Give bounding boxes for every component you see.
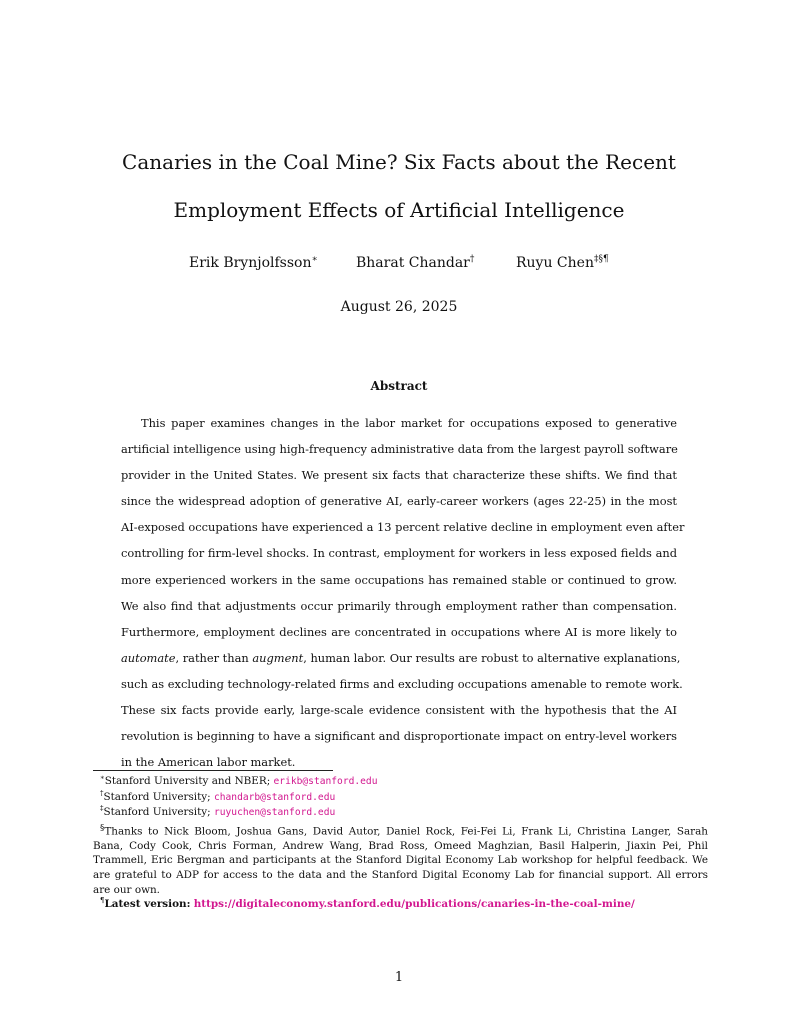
abstract-text: , human labor. Our results are robust to alternative explanations, [303,650,681,665]
abstract-line: AI-exposed occupations have experienced a 13 percent relative decline in employment even after [121,520,685,535]
footnote-line: Trammell, Eric Bergman and participants at the Stanford Digital Economy Lab workshop for helpful feedback. We [93,854,708,867]
abstract-line: Furthermore, employment declines are concentrated in occupations where AI is more likely to [121,624,677,639]
title-line-1: Canaries in the Coal Mine? Six Facts about the Recent [122,150,676,174]
abstract-body [121,410,685,775]
footnote-text: Thanks to Nick Bloom, Joshua Gans, David Autor, Daniel Rock, Fei-Fei Li, Frank Li, Christina Langer, Sarah [104,825,708,838]
footnote-5 [93,897,708,912]
footnote-mark: § [100,822,105,833]
author-name: Bharat Chandar [356,255,470,271]
footnotes [93,774,708,912]
footnote-text: Stanford University and NBER; [104,775,274,787]
footnote-divider [93,770,333,771]
footnote-mark: ∗ [100,773,105,782]
abstract-line [121,645,681,671]
author-1 [189,255,318,271]
italic-term: automate [121,650,176,665]
footnote-line: are our own. [93,883,160,896]
paper-date: August 26, 2025 [340,299,458,315]
paper-title [60,138,738,234]
author-name: Erik Brynjolfsson [189,255,312,271]
author-footnote-mark: ∗ [311,254,318,265]
footnote-mark: † [100,789,104,798]
page-number: 1 [394,970,404,985]
abstract-line: in the American labor market. [121,755,296,770]
latest-version-link[interactable]: https://digitaleconomy.stanford.edu/publications/canaries-in-the-coal-mine/ [193,898,635,911]
abstract-text: , rather than [175,650,253,665]
abstract-line: We also find that adjustments occur primarily through employment rather than compensation. [121,598,677,613]
abstract-line: since the widespread adoption of generative AI, early-career workers (ages 22-25) in the most [121,494,677,509]
footnote-mark: ‡ [100,804,104,813]
abstract-line: such as excluding technology-related firms and excluding occupations amenable to remote work. [121,676,683,691]
abstract-line: revolution is beginning to have a significant and disproportionate impact on entry-level workers [121,729,677,744]
footnote-text: Stanford University; [103,806,214,819]
footnote-text: Stanford University; [103,790,214,803]
abstract-line: more experienced workers in the same occupations has remained stable or continued to grow. [121,572,677,587]
footnote-line: Bana, Cody Cook, Chris Forman, Andrew Wang, Brad Ross, Omeed Maghzian, Basil Halperin, Jiaxin Pei, Phil [93,839,708,852]
email-link[interactable]: erikb@stanford.edu [273,776,378,787]
title-line-2: Employment Effects of Artificial Intelligence [173,198,625,222]
footnote-line: are grateful to ADP for access to the data and the Stanford Digital Economy Lab for financial support. All errors [93,869,708,882]
footnote-line [93,821,708,839]
abstract-line: This paper examines changes in the labor market for occupations exposed to generative [141,416,677,430]
abstract-line: These six facts provide early, large-scale evidence consistent with the hypothesis that the AI [121,703,677,718]
abstract-line: provider in the United States. We present six facts that characterize these shifts. We find that [121,468,677,483]
author-footnote-mark: ‡§¶ [593,254,609,265]
footnote-4 [93,821,708,897]
abstract-line: controlling for firm-level shocks. In contrast, employment for workers in less exposed fields and [121,546,677,561]
author-name: Ruyu Chen [516,255,594,271]
abstract-heading: Abstract [370,379,428,393]
footnote-mark: ¶ [100,896,105,905]
footnote-1 [93,774,708,790]
latest-version-label: Latest version: [104,898,191,911]
italic-term: augment [252,650,304,665]
footnote-3 [93,805,708,821]
author-footnote-mark: † [469,254,475,265]
footnote-2 [93,790,708,806]
email-link[interactable]: ruyuchen@stanford.edu [213,807,336,819]
author-2 [356,255,474,271]
author-list [0,255,798,277]
abstract-line: artificial intelligence using high-frequency administrative data from the largest payroll software [121,442,678,457]
email-link[interactable]: chandarb@stanford.edu [213,791,336,803]
author-3 [516,255,609,271]
